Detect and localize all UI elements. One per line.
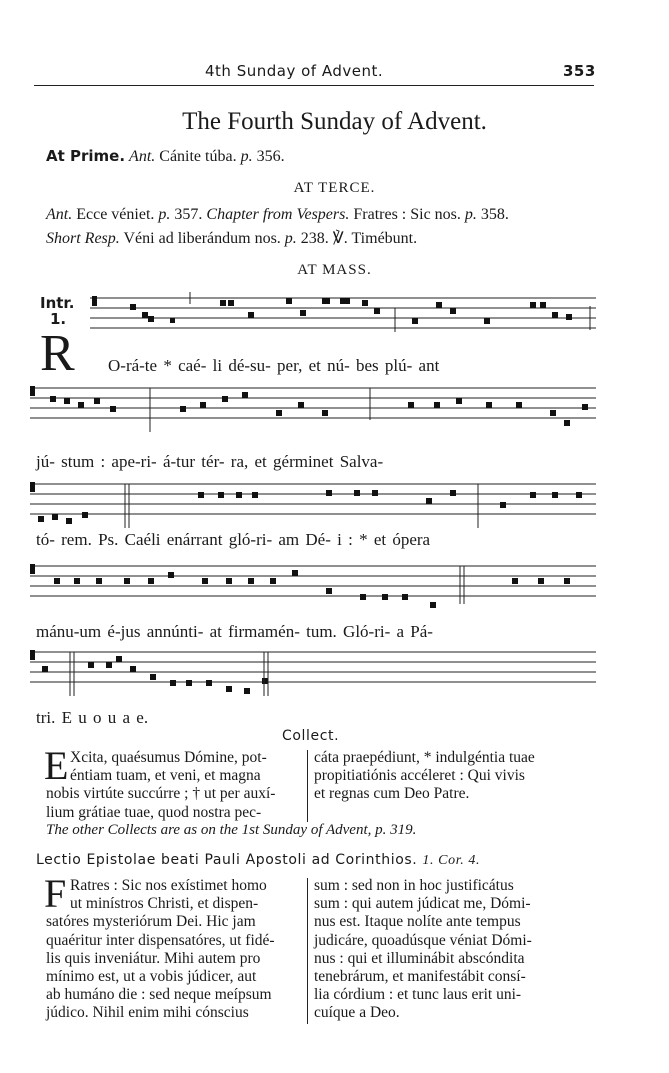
collect-left-line-2: éntiam tuam, et veni, et magna bbox=[70, 767, 261, 785]
terce-ant-text: Ecce véniet. bbox=[76, 206, 155, 223]
collect-left-column bbox=[46, 749, 304, 822]
collect-heading: Collect. bbox=[282, 728, 340, 744]
epistle-left-line-4: quaéritur inter dispensatóres, ut fidé- bbox=[46, 931, 275, 949]
epistle-right-line-5: nus : qui et illuminábit abscóndita bbox=[314, 949, 525, 967]
epistle-reference: 1. Cor. 4. bbox=[422, 853, 481, 868]
terce-resp-line bbox=[46, 228, 417, 248]
terce-resp-label: Short Resp. bbox=[46, 230, 120, 247]
terce-chapter-page: 358. bbox=[480, 206, 509, 223]
prime-text: Cánite túba. bbox=[159, 148, 237, 165]
terce-ant-p: p. bbox=[158, 206, 171, 223]
collect-left-line-4: lium grátiae tuae, quod nostra pec- bbox=[46, 803, 262, 821]
epistle-right-line-2: sum : qui autem júdicat me, Dómi- bbox=[314, 895, 531, 913]
intr-label: Intr. bbox=[40, 294, 75, 312]
chant-staff-1 bbox=[90, 292, 596, 336]
terce-versicle-text: Timébunt. bbox=[351, 230, 418, 247]
terce-resp-p: p. bbox=[284, 230, 297, 247]
prime-label: At Prime. bbox=[46, 147, 126, 165]
terce-chapter-label: Chapter from Vespers. bbox=[206, 206, 350, 223]
epistle-left-line-5: lis quis inveniátur. Mihi autem pro bbox=[46, 949, 261, 967]
epistle-right-line-4: judicáre, quoadúsque véniat Dómi- bbox=[314, 931, 532, 949]
collect-left-line-3: nobis virtúte succúrre ; † ut per auxí- bbox=[46, 785, 276, 803]
intr-initial: R bbox=[40, 325, 75, 382]
terce-chapter-text: Fratres : Sic nos. bbox=[353, 206, 461, 223]
chant-staff-5 bbox=[30, 646, 596, 702]
mass-heading: AT MASS. bbox=[297, 262, 372, 278]
epistle-left-line-8: júdico. Nihil enim mihi cónscius bbox=[46, 1004, 249, 1022]
chant-staff-3 bbox=[30, 478, 596, 534]
lyric-line-3: tó- rem. Ps. Caéli enárrant gló-ri- am Dé- i : * et ópera bbox=[36, 530, 431, 549]
collect-initial: E bbox=[44, 743, 69, 788]
epistle-left-line-3: satóres mysteriórum Dei. Hic jam bbox=[46, 913, 256, 931]
epistle-left-line-6: mínimo est, ut a vobis júdicer, aut bbox=[46, 968, 257, 986]
mode-number: 1. bbox=[50, 310, 67, 328]
epistle-right-line-8: cuíque a Deo. bbox=[314, 1004, 400, 1022]
versicle-symbol: ℣. bbox=[332, 230, 348, 247]
header-rule bbox=[34, 85, 594, 86]
lyric-line-5: tri. E u o u a e. bbox=[36, 708, 149, 727]
epistle-title: Lectio Epistolae beati Pauli Apostoli ad Corinthios. bbox=[36, 852, 418, 868]
page-number: 353 bbox=[563, 62, 596, 80]
chant-staff-4 bbox=[30, 560, 596, 614]
terce-ant-page: 357. bbox=[174, 206, 203, 223]
epistle-left-column bbox=[46, 877, 304, 1023]
prime-page: 356. bbox=[256, 148, 285, 165]
collect-right-column bbox=[314, 749, 596, 804]
collect-left-line-1: Xcita, quaésumus Dómine, pot- bbox=[70, 749, 267, 766]
prime-ant-label: Ant. bbox=[129, 148, 156, 165]
terce-resp-text: Véni ad liberándum nos. bbox=[123, 230, 281, 247]
epistle-right-line-1: sum : sed non in hoc justificátus bbox=[314, 877, 514, 894]
collect-note: The other Collects are as on the 1st Sunday of Advent, p. 319. bbox=[46, 822, 417, 838]
prime-line bbox=[46, 147, 285, 166]
collect-right-line-1: cáta praepédiunt, * indulgéntia tuae bbox=[314, 749, 535, 766]
terce-chapter-p: p. bbox=[464, 206, 477, 223]
running-title: 4th Sunday of Advent. bbox=[205, 62, 384, 80]
staff-lines-1 bbox=[90, 292, 596, 336]
terce-ant-label: Ant. bbox=[46, 206, 73, 223]
collect-right-line-3: et regnas cum Deo Patre. bbox=[314, 785, 470, 803]
prime-p: p. bbox=[240, 148, 253, 165]
epistle-left-line-1: Ratres : Sic nos exístimet homo bbox=[70, 877, 267, 894]
epistle-column-divider bbox=[307, 878, 308, 1024]
chant-staff-2 bbox=[30, 380, 596, 440]
lyric-line-4: mánu-um é-jus annúnti- at firmamén- tum. Gló-ri- a Pá- bbox=[36, 622, 433, 641]
epistle-heading bbox=[36, 852, 480, 869]
lyric-line-1: O-rá-te * caé- li dé-su- per, et nú- bes plú- ant bbox=[108, 356, 440, 375]
epistle-left-line-2: ut minístros Christi, et dispen- bbox=[70, 895, 259, 913]
collect-right-line-2: propitiatiónis accéleret : Qui vivis bbox=[314, 767, 525, 785]
terce-heading: AT TERCE. bbox=[293, 180, 376, 196]
page-title: The Fourth Sunday of Advent. bbox=[182, 108, 487, 135]
collect-column-divider bbox=[307, 750, 308, 822]
terce-ant-line bbox=[46, 206, 509, 224]
epistle-right-column bbox=[314, 877, 596, 1023]
epistle-initial: F bbox=[44, 871, 67, 916]
lyric-line-2: jú- stum : ape-ri- á-tur tér- ra, et gérminet Salva- bbox=[36, 452, 384, 471]
epistle-right-line-3: nus est. Itaque nolíte ante tempus bbox=[314, 913, 521, 931]
epistle-left-line-7: ab humáno die : sed neque meípsum bbox=[46, 986, 272, 1004]
epistle-right-line-7: lia córdium : et tunc laus erit uni- bbox=[314, 986, 522, 1004]
epistle-right-line-6: tenebrárum, et manifestábit consí- bbox=[314, 968, 526, 986]
terce-resp-page: 238. bbox=[300, 230, 329, 247]
